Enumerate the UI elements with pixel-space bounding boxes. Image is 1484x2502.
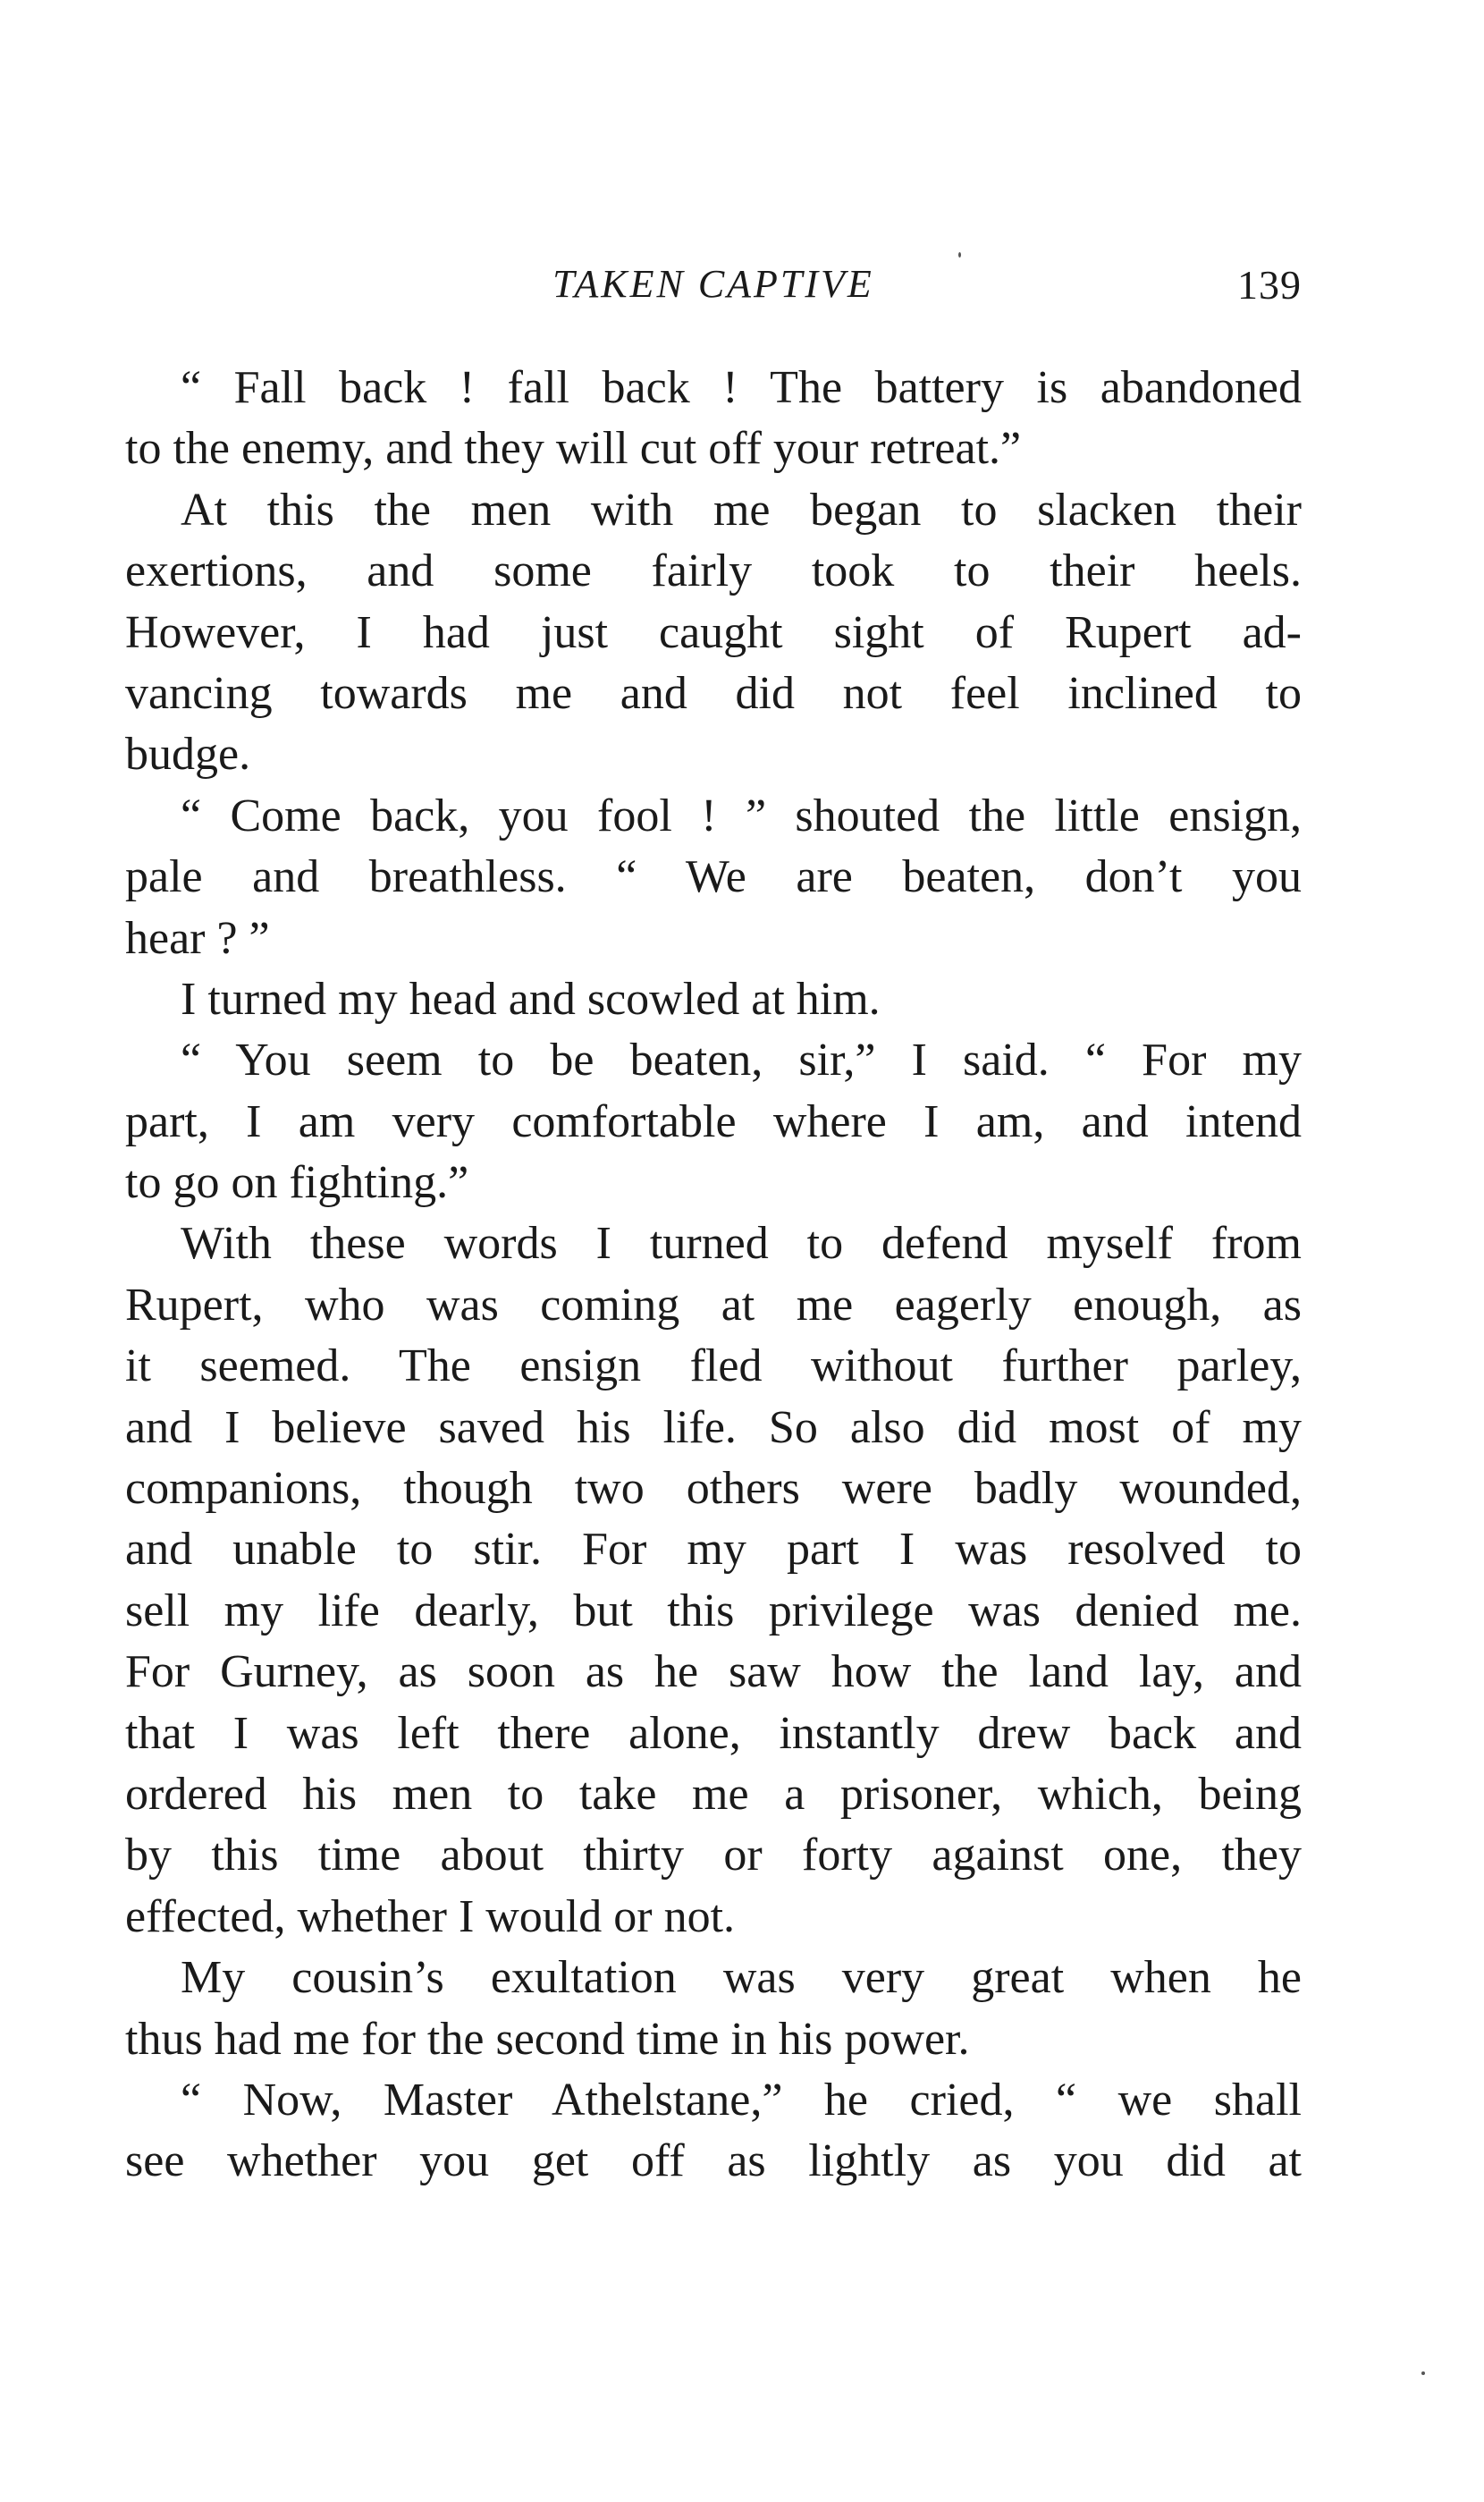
text-line: companions, though two others were badly wounded,: [125, 1463, 1302, 1515]
text-line: by this time about thirty or forty against one, they: [125, 1830, 1302, 1881]
text-line: effected, whether I would or not.: [125, 1890, 736, 1942]
text-line: it seemed. The ensign fled without further parley,: [125, 1340, 1302, 1392]
text-line: I turned my head and scowled at him.: [181, 973, 881, 1025]
text-line: “ Fall back ! fall back ! The battery is abandoned: [181, 362, 1302, 413]
text-line: At this the men with me began to slacken their: [181, 484, 1302, 536]
print-speck: [958, 252, 961, 258]
text-line: that I was left there alone, instantly drew back and: [125, 1707, 1302, 1759]
text-line: to the enemy, and they will cut off your retreat.”: [125, 423, 1022, 475]
text-line: Rupert, who was coming at me eagerly enough, as: [125, 1279, 1302, 1331]
text-line: budge.: [125, 729, 251, 781]
body-text: [125, 358, 1302, 2193]
text-line: to go on fighting.”: [125, 1157, 469, 1209]
page-number: 139: [1237, 262, 1302, 308]
text-line: and I believe saved his life. So also did most of my: [125, 1401, 1302, 1453]
text-line: and unable to stir. For my part I was resolved to: [125, 1524, 1302, 1576]
text-line: part, I am very comfortable where I am, and intend: [125, 1095, 1302, 1147]
running-title: TAKEN CAPTIVE: [552, 262, 874, 306]
text-line: exertions, and some fairly took to their heels.: [125, 545, 1302, 597]
text-line: sell my life dearly, but this privilege was denied me.: [125, 1585, 1302, 1636]
running-head: [125, 261, 1302, 315]
text-line: “ You seem to be beaten, sir,” I said. “ For my: [181, 1035, 1302, 1086]
text-line: pale and breathless. “ We are beaten, don’t you: [125, 851, 1302, 903]
text-line: “ Now, Master Athelstane,” he cried, “ we shall: [181, 2074, 1302, 2126]
text-line: vancing towards me and did not feel inclined to: [125, 667, 1302, 719]
text-line: see whether you get off as lightly as you did at: [125, 2135, 1302, 2187]
text-line: ordered his men to take me a prisoner, which, being: [125, 1768, 1302, 1820]
text-line: hear ? ”: [125, 912, 270, 964]
text-line: With these words I turned to defend myself from: [181, 1218, 1302, 1270]
text-line: However, I had just caught sight of Rupert ad-: [125, 606, 1302, 658]
text-line: thus had me for the second time in his power.: [125, 2013, 970, 2065]
text-line: My cousin’s exultation was very great when he: [181, 1952, 1302, 2004]
text-line: For Gurney, as soon as he saw how the land lay, and: [125, 1646, 1302, 1698]
text-line: “ Come back, you fool ! ” shouted the little ensign,: [181, 790, 1302, 841]
print-speck: [1421, 2371, 1425, 2375]
